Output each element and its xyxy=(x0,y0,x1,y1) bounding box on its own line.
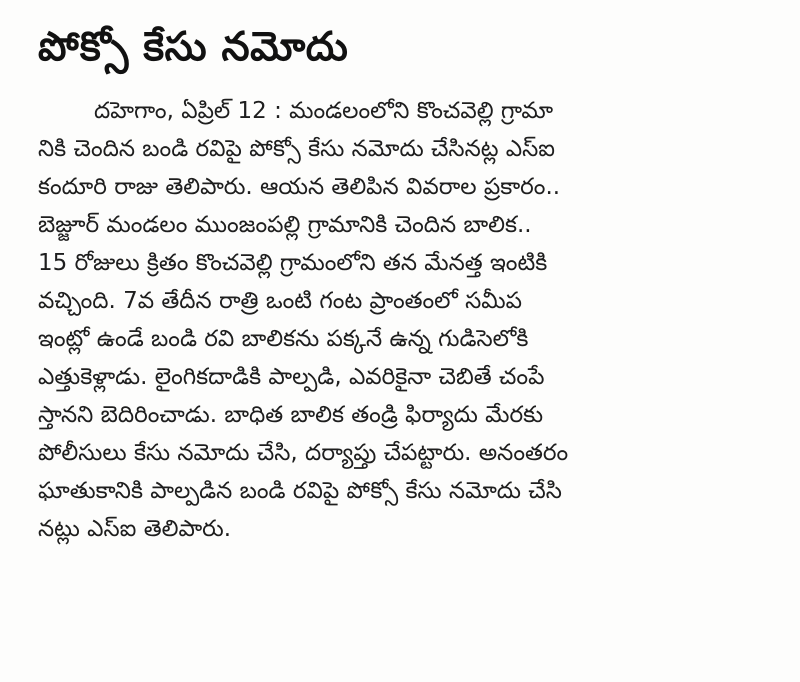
article-line: 15 రోజులు క్రితం కొంచవెల్లి గ్రామంలోని తన మేనత్త ఇంటికి xyxy=(38,250,548,276)
article-line: నికి చెందిన బండి రవిపై పోక్సో కేసు నమోదు చేసినట్ల ఎస్ఐ xyxy=(38,136,556,162)
article-line: దహెగాం, ఏప్రిల్ 12 : మండలంలోని కొంచవెల్లి గ్రామా xyxy=(94,98,554,124)
article-line: స్తానని బెదిరించాడు. బాధిత బాలిక తండ్రి ఫిర్యాదు మేరకు xyxy=(38,402,544,428)
article-line: వచ్చింది. 7వ తేదీన రాత్రి ఒంటి గంట ప్రాంతంలో సమీప xyxy=(38,288,522,314)
article-line: ఘాతుకానికి పాల్పడిన బండి రవిపై పోక్సో కేసు నమోదు చేసి xyxy=(38,478,562,504)
article-line: ఇంట్లో ఉండే బండి రవి బాలికను పక్కనే ఉన్న గుడిసెలోకి xyxy=(38,326,529,352)
headline: పోక్సో కేసు నమోదు xyxy=(38,24,349,70)
article-line: కందూరి రాజు తెలిపారు. ఆయన తెలిపిన వివరాల ప్రకారం.. xyxy=(38,174,561,200)
article-body xyxy=(38,92,778,548)
article-line: పోలీసులు కేసు నమోదు చేసి, దర్యాప్తు చేపట్టారు. అనంతరం xyxy=(38,440,569,466)
article-line: బెజ్జూర్ మండలం ముంజంపల్లి గ్రామానికి చెందిన బాలిక.. xyxy=(38,212,532,238)
article-line: ఎత్తుకెళ్లాడు. లైంగికదాడికి పాల్పడి, ఎవరికైనా చెబితే చంపే xyxy=(38,364,545,390)
article-line: నట్లు ఎస్ఐ తెలిపారు. xyxy=(38,516,232,542)
